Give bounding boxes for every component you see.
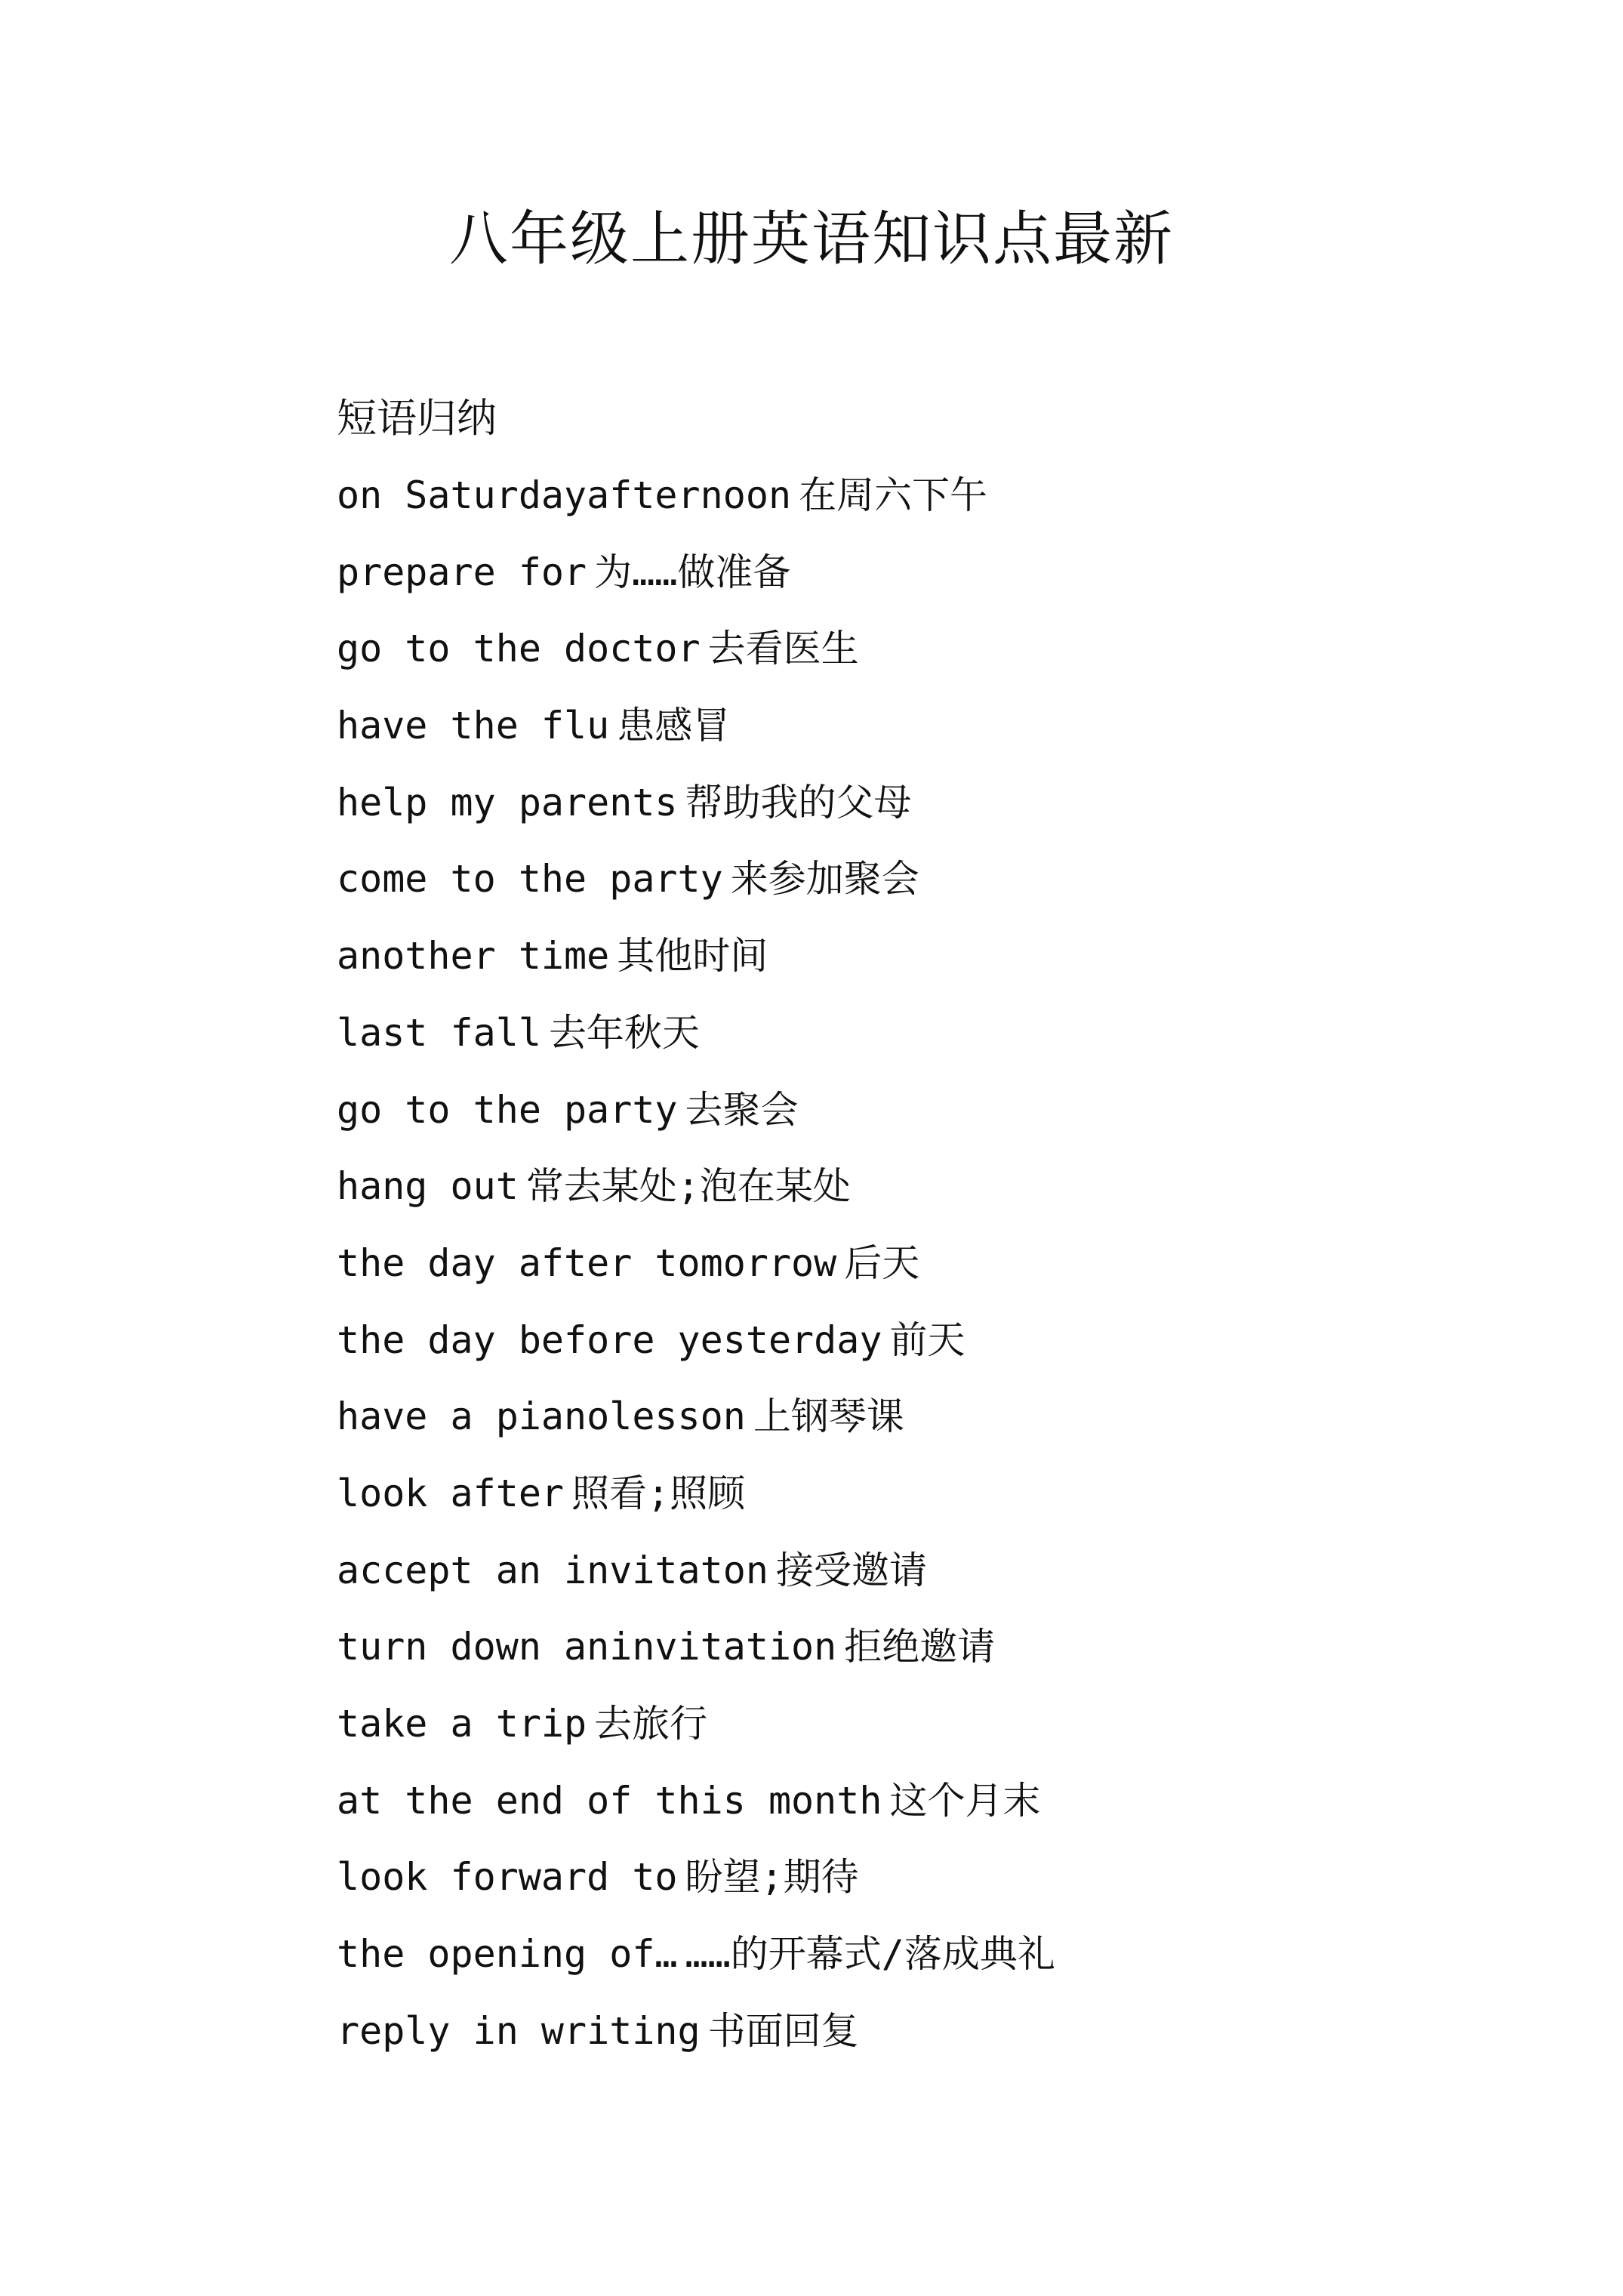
phrase-item	[337, 1763, 1582, 1840]
phrase-item	[337, 1072, 1582, 1149]
page-title: 八年级上册英语知识点最新	[448, 205, 1174, 273]
phrase-chinese: 其他时间	[617, 934, 768, 978]
phrase-item	[337, 1609, 1582, 1686]
phrase-item	[337, 1839, 1582, 1916]
phrase-chinese: 去聚会	[685, 1087, 799, 1132]
phrase-chinese: 在周六下午	[799, 473, 988, 517]
phrase-item	[337, 611, 1582, 688]
phrase-item	[337, 1456, 1582, 1533]
phrase-chinese: 盼望;期待	[685, 1855, 859, 1900]
phrase-english: another time	[337, 934, 610, 978]
phrase-chinese: 后天	[844, 1240, 920, 1285]
phrase-chinese: 去旅行	[594, 1702, 708, 1746]
phrase-chinese: 去年秋天	[548, 1010, 700, 1055]
phrase-chinese: 拒绝邀请	[844, 1625, 996, 1669]
phrase-chinese: 书面回复	[707, 2008, 859, 2053]
phrase-item	[337, 1379, 1582, 1456]
phrase-english: go to the party	[337, 1087, 678, 1132]
phrase-chinese: 为……做准备	[594, 550, 791, 594]
phrase-chinese: 接受邀请	[775, 1548, 927, 1592]
phrase-item	[337, 1148, 1582, 1225]
phrase-chinese: 上钢琴课	[753, 1395, 904, 1439]
phrase-english: on Saturdayafternoon	[337, 473, 792, 517]
phrase-english: hang out	[337, 1164, 519, 1209]
document-body	[337, 381, 1582, 2069]
phrase-english: accept an invitaton	[337, 1548, 768, 1592]
phrase-english: prepare for	[337, 550, 587, 594]
phrase-english: turn down aninvitation	[337, 1625, 837, 1669]
phrase-item	[337, 841, 1582, 918]
phrase-chinese: 来参加聚会	[730, 857, 919, 901]
phrase-item	[337, 1686, 1582, 1763]
phrase-english: have a pianolesson	[337, 1395, 746, 1439]
phrase-chinese: 照看;照顾	[571, 1471, 746, 1515]
phrase-english: the day before yesterday	[337, 1318, 882, 1362]
phrase-chinese: 患感冒	[617, 704, 731, 748]
phrase-english: at the end of this month	[337, 1778, 882, 1823]
phrase-chinese: 这个月末	[889, 1778, 1041, 1823]
phrase-list	[337, 458, 1582, 2069]
phrase-chinese: 前天	[889, 1318, 965, 1362]
phrase-item	[337, 1993, 1582, 2070]
phrase-english: last fall	[337, 1010, 541, 1055]
phrase-item	[337, 458, 1582, 535]
phrase-item	[337, 1225, 1582, 1302]
phrase-chinese: 帮助我的父母	[685, 780, 912, 824]
phrase-item	[337, 918, 1582, 995]
phrase-item	[337, 765, 1582, 842]
phrase-item	[337, 1916, 1582, 1993]
phrase-item	[337, 1302, 1582, 1379]
phrase-english: have the flu	[337, 704, 610, 748]
phrase-item	[337, 995, 1582, 1072]
phrase-english: go to the doctor	[337, 627, 701, 671]
phrase-item	[337, 688, 1582, 765]
phrase-chinese: 去看医生	[707, 627, 859, 671]
phrase-item	[337, 1533, 1582, 1610]
phrase-english: look after	[337, 1471, 565, 1515]
phrase-english: take a trip	[337, 1702, 587, 1746]
phrase-chinese: 常去某处;泡在某处	[525, 1164, 851, 1209]
phrase-english: look forward to	[337, 1855, 678, 1900]
phrase-english: reply in writing	[337, 2008, 701, 2053]
phrase-item	[337, 535, 1582, 612]
phrase-english: come to the party	[337, 857, 723, 901]
section-heading: 短语归纳	[337, 396, 497, 442]
phrase-english: the day after tomorrow	[337, 1240, 837, 1285]
phrase-english: the opening of…	[337, 1932, 678, 1977]
phrase-english: help my parents	[337, 780, 678, 824]
phrase-chinese: ……的开幕式/落成典礼	[685, 1932, 1055, 1977]
